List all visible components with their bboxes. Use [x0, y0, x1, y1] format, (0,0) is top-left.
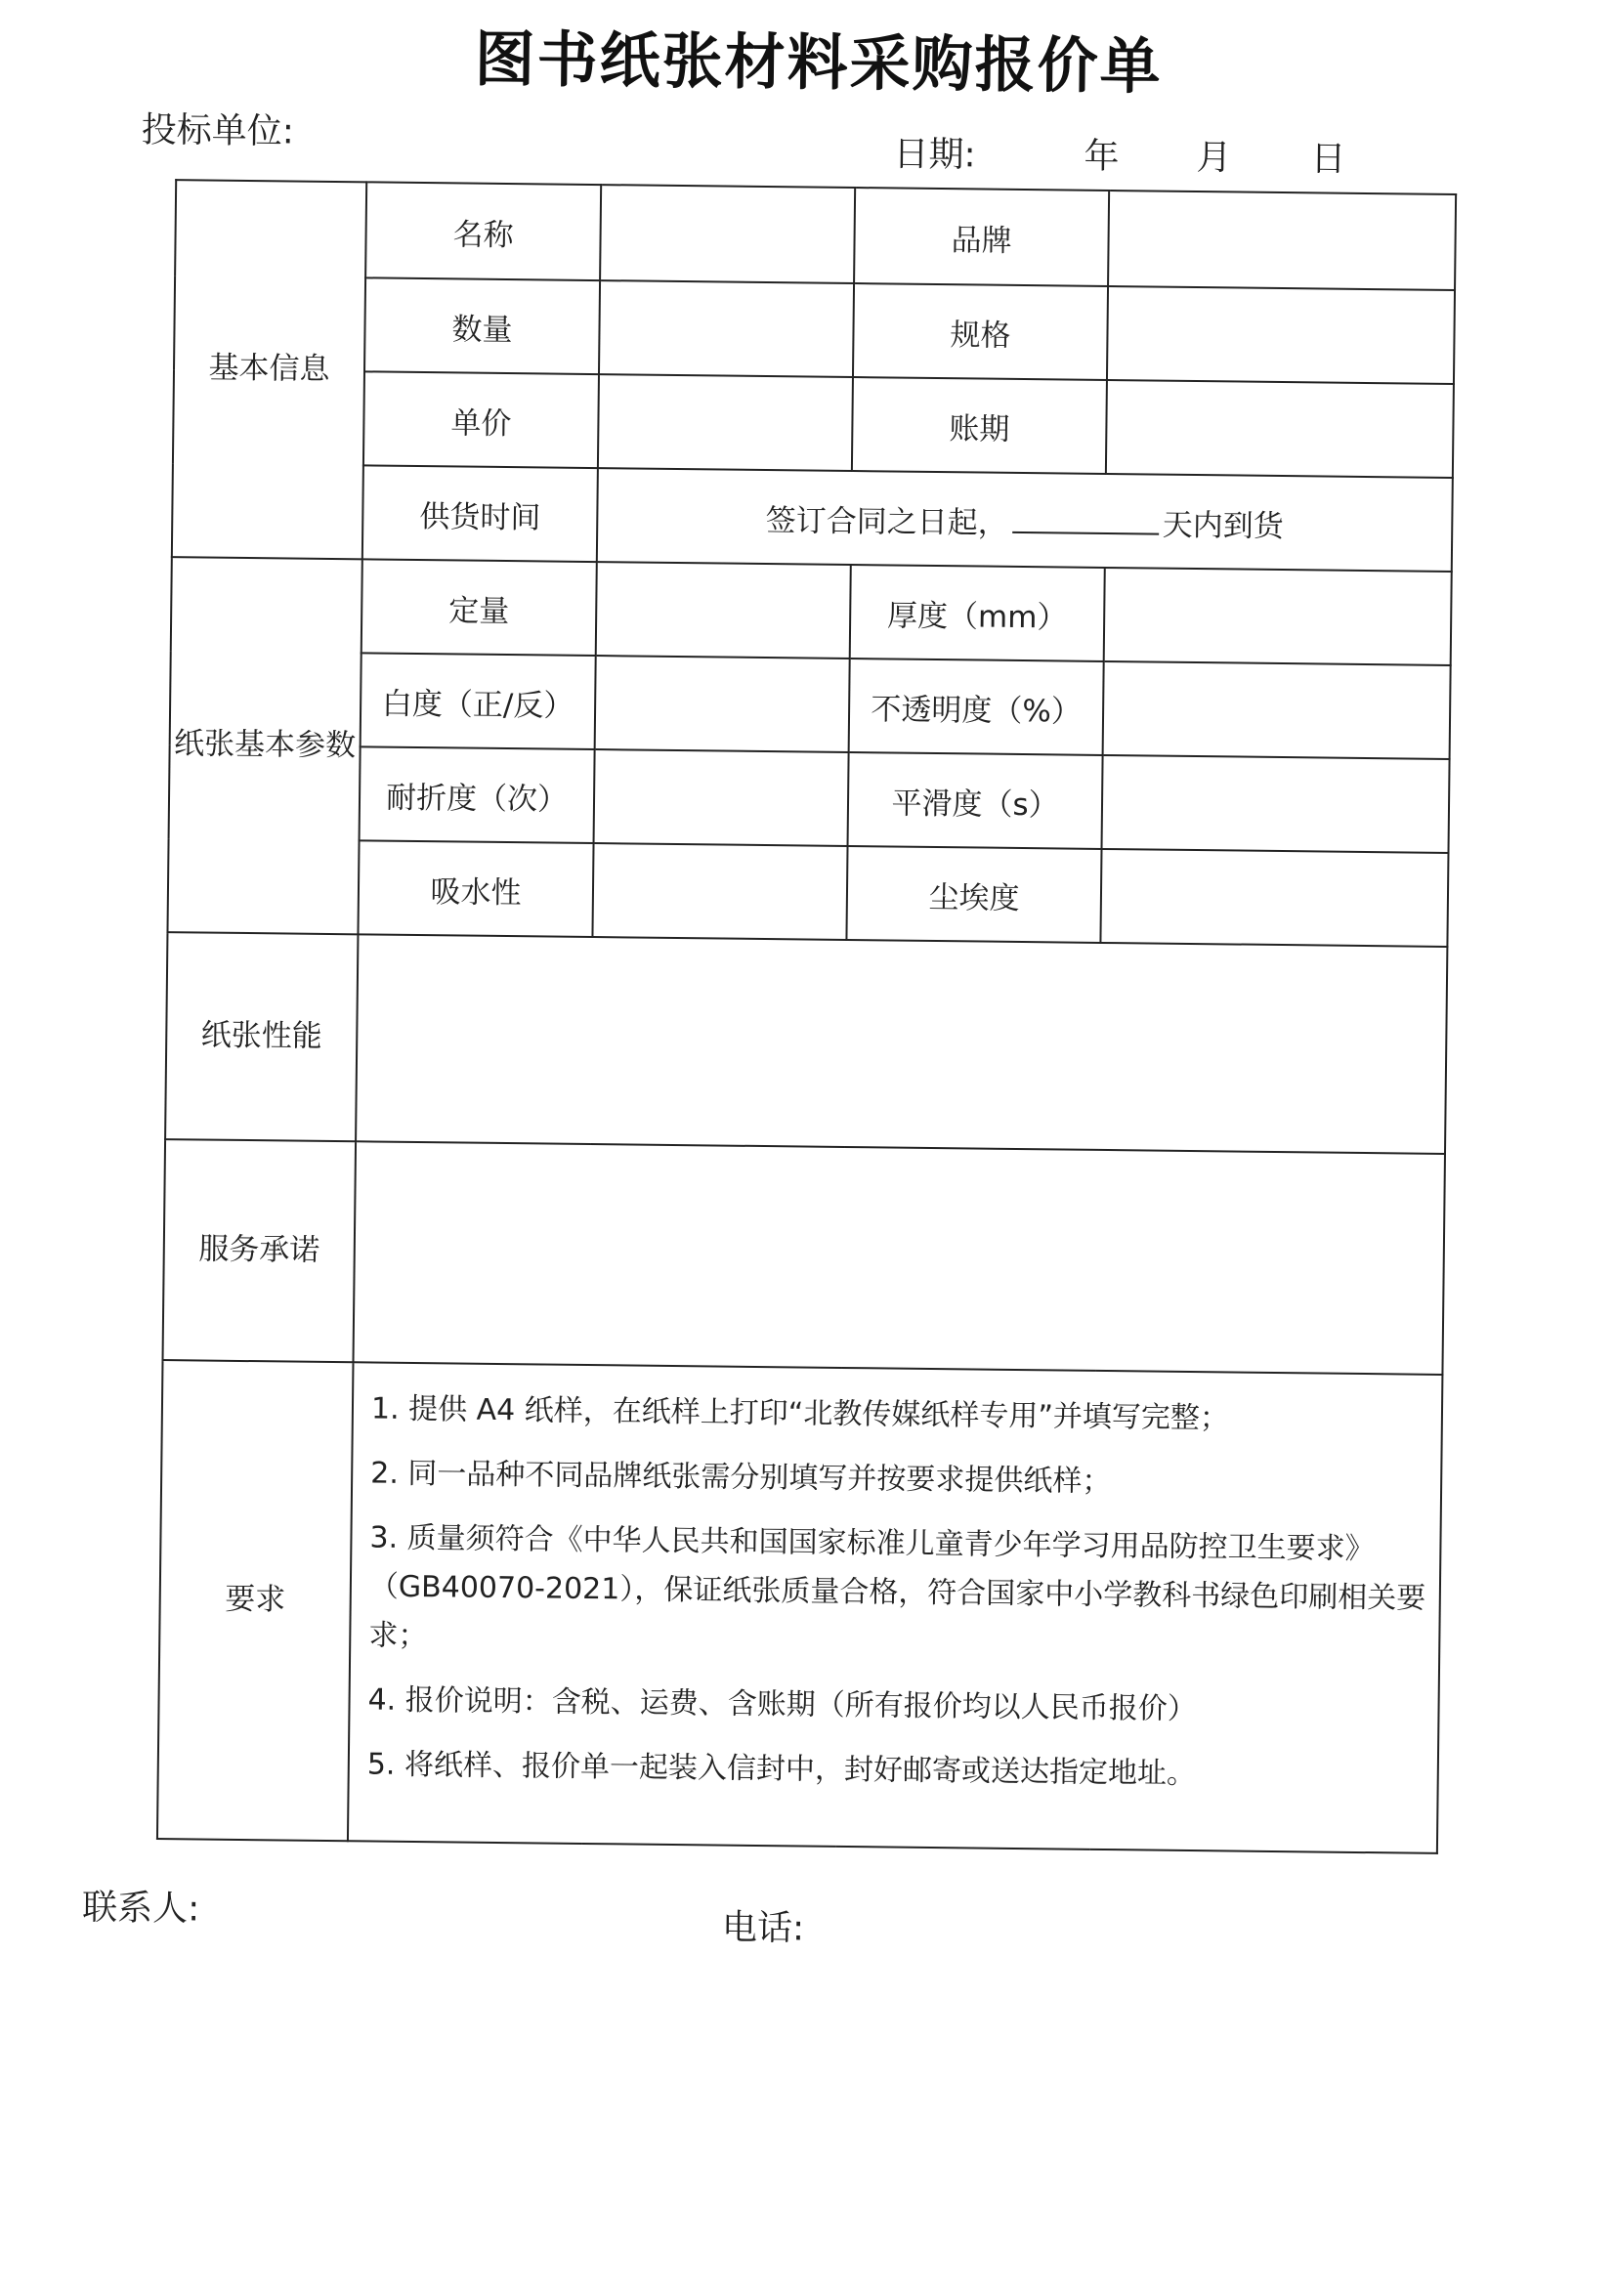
basis-weight-label: 定量 [361, 559, 597, 656]
supply-time-label: 供货时间 [362, 465, 598, 562]
absorbency-value-cell[interactable] [592, 843, 847, 940]
absorbency-label: 吸水性 [358, 840, 593, 937]
quotation-table [156, 179, 1457, 1854]
requirement-item: 1. 提供 A4 纸样，在纸样上打印“北教传媒纸样专用”并填写完整； [370, 1391, 1230, 1436]
section-requirements: 要求 [157, 1360, 354, 1841]
phone-label: 电话: [721, 1907, 805, 1949]
spec-label: 规格 [853, 283, 1108, 380]
date-year-label: 年 [1084, 136, 1120, 178]
table-row [170, 651, 1451, 759]
document-title: 图书纸张材料采购报价单 [474, 22, 1164, 103]
requirement-item: 5. 将纸样、报价单一起装入信封中，封好邮寄或送达指定地址。 [366, 1747, 1197, 1792]
smoothness-value-cell[interactable] [1102, 755, 1450, 853]
table-row [163, 1139, 1445, 1375]
whiteness-value-cell[interactable] [595, 656, 850, 752]
name-value-cell[interactable] [600, 185, 855, 283]
table-row [167, 838, 1448, 947]
date-day-label: 日 [1310, 139, 1346, 180]
basis-weight-value-cell[interactable] [596, 562, 851, 659]
requirement-item: 2. 同一品种不同品牌纸张需分别填写并按要求提供纸样； [370, 1456, 1112, 1500]
unit-price-value-cell[interactable] [598, 374, 853, 471]
date-label: 日期: [893, 134, 976, 176]
payment-term-value-cell[interactable] [1106, 380, 1454, 478]
quantity-label: 数量 [364, 277, 600, 374]
bidder-label: 投标单位: [141, 109, 295, 152]
contact-label: 联系人: [81, 1888, 200, 1930]
name-label: 名称 [365, 182, 601, 280]
supply-text-after: 天内到货 [1162, 507, 1284, 544]
table-row [171, 557, 1452, 665]
brand-label: 品牌 [854, 188, 1109, 286]
thickness-value-cell[interactable] [1104, 568, 1452, 665]
section-paper-params: 纸张基本参数 [167, 557, 361, 934]
paper-performance-cell[interactable] [356, 934, 1447, 1154]
supply-time-cell [597, 468, 1453, 572]
whiteness-label: 白度（正/反） [361, 653, 596, 749]
opacity-value-cell[interactable] [1103, 661, 1451, 759]
table-row [175, 180, 1456, 290]
section-basic-info: 基本信息 [172, 180, 366, 559]
folding-label: 耐折度（次） [360, 746, 595, 843]
service-commitment-cell[interactable] [354, 1141, 1445, 1375]
section-service: 服务承诺 [163, 1139, 357, 1362]
supply-text-before: 签订合同之日起， [765, 502, 1008, 541]
spec-value-cell[interactable] [1107, 286, 1455, 384]
table-row [157, 1360, 1442, 1853]
brand-value-cell[interactable] [1108, 191, 1456, 290]
opacity-label: 不透明度（%） [849, 659, 1104, 755]
quantity-value-cell[interactable] [599, 280, 854, 377]
section-paper-performance: 纸张性能 [165, 932, 358, 1141]
dust-label: 尘埃度 [846, 846, 1101, 943]
requirement-item: 3. 质量须符合《中华人民共和国国家标准儿童青少年学习用品防控卫生要求》（GB40070-2021），保证纸张质量合格，符合国家中小学教科书绿色印刷相关要求； [368, 1520, 1426, 1654]
smoothness-label: 平滑度（s） [848, 752, 1103, 849]
date-month-label: 月 [1196, 137, 1232, 179]
delivery-days-blank[interactable] [1012, 505, 1159, 534]
requirements-cell [348, 1362, 1442, 1853]
table-row [169, 744, 1450, 853]
unit-price-label: 单价 [363, 371, 599, 468]
requirement-item: 4. 报价说明：含税、运费、含账期（所有报价均以人民币报价） [367, 1682, 1197, 1727]
table-row [165, 932, 1447, 1154]
dust-value-cell[interactable] [1100, 849, 1448, 947]
table-row [172, 463, 1453, 572]
thickness-label: 厚度（mm） [850, 565, 1105, 661]
table-row [174, 276, 1455, 384]
table-row [173, 369, 1454, 478]
payment-term-label: 账期 [852, 377, 1107, 474]
folding-value-cell[interactable] [594, 749, 849, 846]
